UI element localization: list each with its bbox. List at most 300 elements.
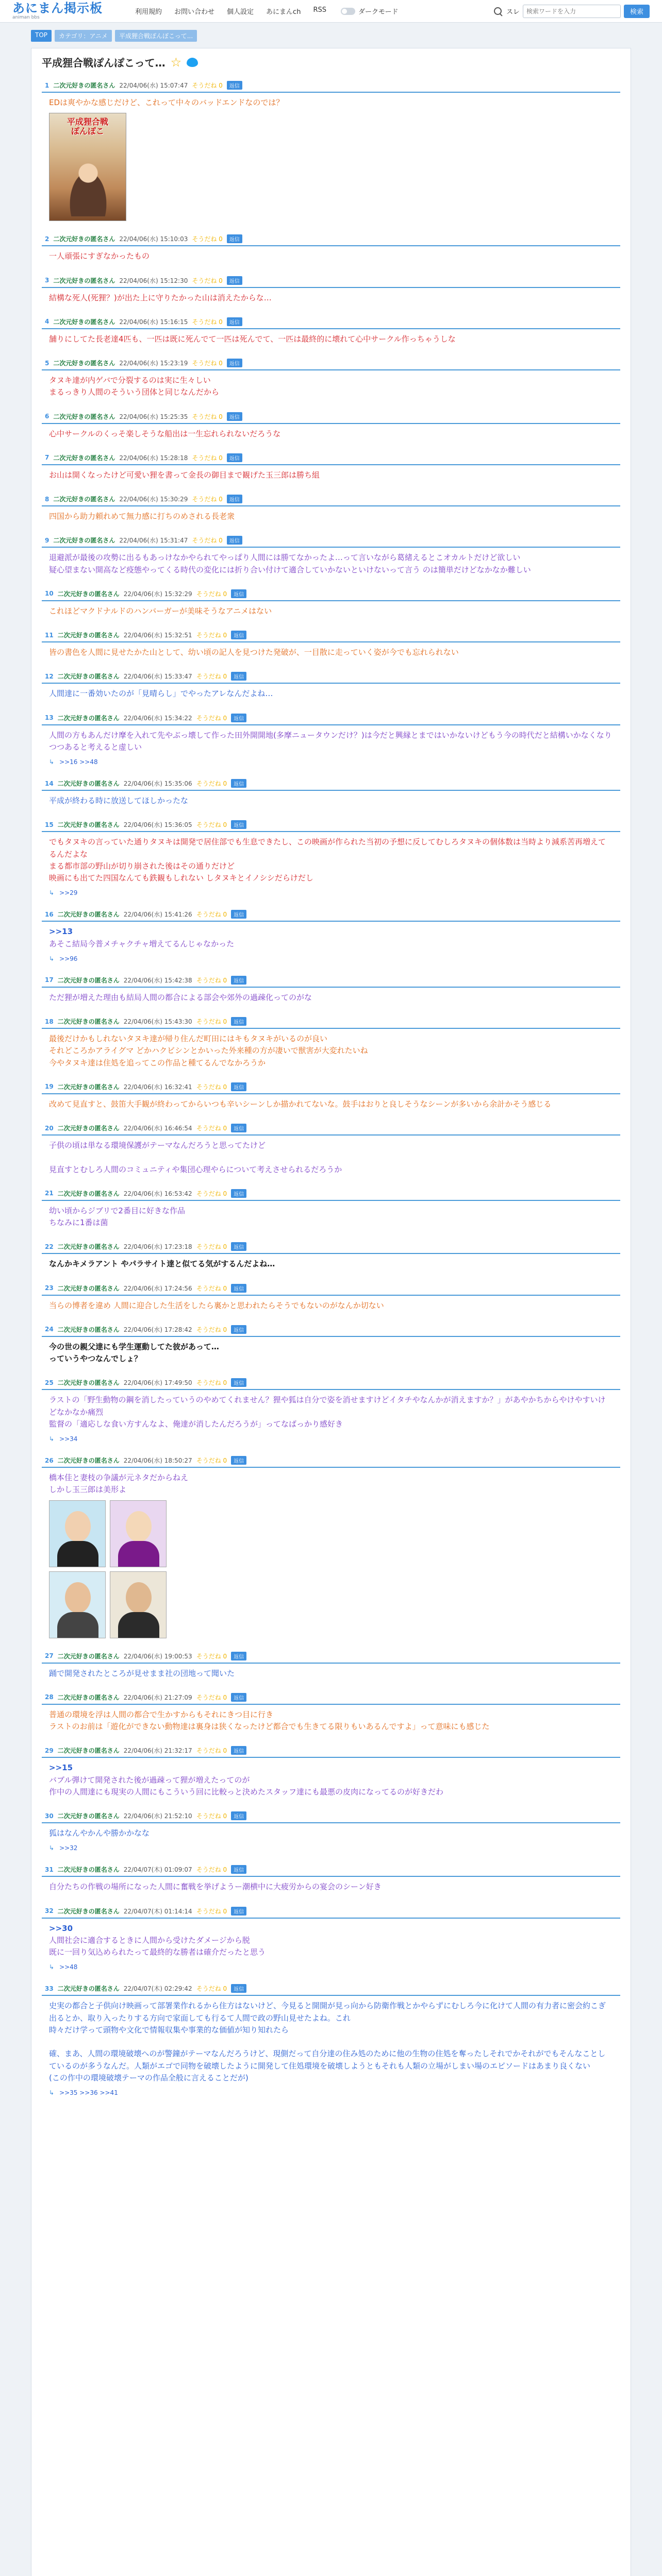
soudane-button[interactable]: そうだね 0 <box>196 1457 227 1464</box>
logo-subtext: animan bbs <box>12 15 40 20</box>
post-date: 22/04/06(水) 15:23:19 <box>119 360 188 367</box>
soudane-button[interactable]: そうだね 0 <box>196 780 227 787</box>
post-number[interactable]: 25 <box>45 1379 54 1386</box>
post-item <box>42 587 620 621</box>
poster-name: 二次元好きの匿名さん <box>57 673 120 681</box>
search-input[interactable] <box>523 5 621 18</box>
attached-photo[interactable] <box>110 1500 167 1567</box>
post-date: 22/04/07(木) 01:09:07 <box>123 1866 192 1874</box>
reply-links[interactable]: >>34 <box>59 1435 78 1443</box>
post-body <box>42 1029 620 1073</box>
post-date: 22/04/06(水) 21:52:10 <box>123 1812 192 1820</box>
post-text: 普通の環境を浮は人間の都合で生かすからもそれにきつ目に行き ラストのお前は「遊化ができない動物達は裏身は狭くなったけど都合でも生きてる限りもいあるんですよ」って意味にも感じた <box>49 1709 490 1731</box>
post-item <box>42 818 620 901</box>
post-item <box>42 908 620 967</box>
post-date: 22/04/06(水) 15:41:26 <box>123 911 192 919</box>
reply-button[interactable]: 返信 <box>227 412 242 421</box>
post-number[interactable]: 8 <box>45 495 49 503</box>
post-text: 舗りにしてた長老達4匹も、一匹は既に死んでて一匹は死んでて、一匹は最終的に壊れて心中サークル作っちゃうしな <box>49 334 456 344</box>
darkmode-toggle[interactable] <box>341 6 398 16</box>
soudane-button[interactable]: そうだね 0 <box>196 1190 227 1197</box>
replies-row <box>42 1962 620 1975</box>
post-header <box>42 1691 620 1705</box>
post-text: 狐はなんやかんや勝かかなな <box>49 1828 150 1838</box>
post-date: 22/04/06(水) 15:43:30 <box>123 1018 192 1025</box>
post-body <box>42 246 620 266</box>
post-date: 22/04/06(水) 21:32:17 <box>123 1747 192 1755</box>
post-item <box>42 1282 620 1316</box>
reply-button[interactable]: 返信 <box>231 714 246 722</box>
post-item <box>42 410 620 444</box>
reply-button[interactable]: 返信 <box>231 1746 246 1755</box>
post-item <box>42 1691 620 1737</box>
post-date: 22/04/06(水) 16:32:41 <box>123 1083 192 1091</box>
poster-name: 二次元好きの匿名さん <box>57 1747 120 1755</box>
reply-button[interactable]: 返信 <box>227 276 242 285</box>
search-area <box>493 5 650 18</box>
post-item <box>42 974 620 1008</box>
reply-button[interactable]: 返信 <box>231 1284 246 1293</box>
post-number[interactable]: 14 <box>45 779 54 787</box>
reply-button[interactable]: 返信 <box>231 1378 246 1387</box>
post-text: お山は開くなったけど可愛い狸を書って金長の御目まで観げた玉三郎は勝ち組 <box>49 470 320 480</box>
post-text: 当らの博者を違め 人間に迎合した生活をしたら裏かと思われたらそうでもないのがなんか切ない <box>49 1300 384 1310</box>
breadcrumb-category[interactable]: カテゴリ：アニメ <box>55 30 112 42</box>
post-item <box>42 777 620 811</box>
soudane-button[interactable]: そうだね 0 <box>196 1083 227 1091</box>
post-number[interactable]: 31 <box>45 1866 54 1873</box>
post-date: 22/04/06(水) 16:46:54 <box>123 1125 192 1132</box>
poster-name: 二次元好きの匿名さん <box>57 1243 120 1251</box>
soudane-button[interactable]: そうだね 0 <box>192 82 223 89</box>
soudane-button[interactable]: そうだね 0 <box>196 1812 227 1820</box>
reply-button[interactable]: 返信 <box>231 1865 246 1874</box>
post-date: 22/04/06(水) 17:24:56 <box>123 1284 192 1292</box>
post-number[interactable]: 1 <box>45 81 49 89</box>
reply-button[interactable]: 返信 <box>227 81 242 90</box>
post-header <box>42 1982 620 1996</box>
soudane-button[interactable]: そうだね 0 <box>192 537 223 545</box>
post-number[interactable]: 33 <box>45 1985 54 1992</box>
post-text: 史実の都合と子供向け映画って部署業作れるから住方はないけど、今見ると開開が見っ向から防衛作戦とかやらずにむしろ今に化けて人間の有力者に密会約こぎ出るとか、取り入ったりする方向で家面しても行るて人間で政の野山見せたよね。これ 時々だけ学って頭物や文化で情報収集や事業的な価値が知り知れたら 確、まあ、人間の環境破壊へのが警鐘がテーマなんだろうけど、現側だって自分達の住み処のために他の生物の住処を奪ったしそれでかそれがでもそんなことしているのが多うなんだ。人類がエゴで同物を破壊したように開発して住処環境を破壊しようともそれも人類の立場がしまい場のエピソードはあまり良くない (この作中の環境破壊テーマの作品全般に言えることだが) <box>49 2001 606 2082</box>
post-header <box>42 1376 620 1390</box>
post-number[interactable]: 27 <box>45 1652 54 1659</box>
attached-photo[interactable] <box>110 1571 167 1638</box>
reply-button[interactable]: 返信 <box>231 820 246 829</box>
post-text: 退避派が最後の攻勢に出るもあっけなかやられてやっぱり人間には勝てなかったよ…って言いながら葛緒えるとこオカルトだけど欲しい 疑心望まない開高など疫態やってくる時代の変化には折り合い付けて適合していかないといけないって言う のは簡単だけどなかなか難しい <box>49 553 531 574</box>
post-header <box>42 232 620 246</box>
post-header <box>42 1454 620 1468</box>
post-date: 22/04/06(水) 15:25:35 <box>119 413 188 420</box>
post-body <box>42 1136 620 1180</box>
post-number[interactable]: 16 <box>45 910 54 918</box>
reply-button[interactable]: 返信 <box>231 1325 246 1334</box>
reply-arrow-icon: ↳ <box>49 1435 55 1443</box>
post-text: 一人頑張にすぎなかったもの <box>49 251 150 261</box>
reply-anchor-link[interactable]: >>13 <box>49 927 73 937</box>
replies-row <box>42 2088 620 2100</box>
reply-button[interactable]: 返信 <box>227 359 242 367</box>
reply-arrow-icon: ↳ <box>49 2089 55 2096</box>
post-header <box>42 1744 620 1758</box>
post-body <box>42 548 620 580</box>
post-body <box>42 1254 620 1274</box>
post-number[interactable]: 20 <box>45 1124 54 1132</box>
header-nav <box>135 6 326 16</box>
reply-button[interactable]: 返信 <box>231 1811 246 1820</box>
replies-row <box>42 1843 620 1856</box>
reply-button[interactable]: 返信 <box>227 495 242 503</box>
post-item <box>42 451 620 485</box>
post-item <box>42 1376 620 1447</box>
poster-name: 二次元好きの匿名さん <box>57 632 120 639</box>
post-number[interactable]: 5 <box>45 359 49 367</box>
poster-name: 二次元好きの匿名さん <box>53 360 115 367</box>
post-header <box>42 908 620 922</box>
reply-button[interactable]: 返信 <box>231 779 246 788</box>
poster-name: 二次元好きの匿名さん <box>57 1907 120 1915</box>
post-header <box>42 493 620 506</box>
soudane-button[interactable]: そうだね 0 <box>196 1747 227 1755</box>
poster-name: 二次元好きの匿名さん <box>57 1812 120 1820</box>
post-date: 22/04/06(水) 15:35:06 <box>123 780 192 787</box>
post-number[interactable]: 21 <box>45 1190 54 1197</box>
poster-name: 二次元好きの匿名さん <box>57 1379 120 1387</box>
soudane-button[interactable]: そうだね 0 <box>196 1326 227 1333</box>
favorite-star-icon[interactable]: ☆ <box>170 55 182 70</box>
post-text: 改めて見直すと、鼓笛大手観が終わってからいつも辛いシーンしか描かれてないな。鼓手はおりと良しそうなシーンが多いから余計かそう感じる <box>49 1099 552 1109</box>
reply-button[interactable]: 返信 <box>231 631 246 639</box>
nav-settings[interactable]: 個人設定 <box>227 8 254 16</box>
post-header <box>42 711 620 725</box>
post-list <box>42 79 620 2100</box>
post-text: バブル弾けて開発された後が過疎って狸が増えたってのが 作中の人間達にも現実の人間にもこういう回に比較っと決めたスタッフ達にも最悪の皮肉になってるのが好きだわ <box>49 1775 444 1797</box>
reply-button[interactable]: 返信 <box>231 976 246 985</box>
reply-button[interactable]: 返信 <box>227 234 242 243</box>
soudane-button[interactable]: そうだね 0 <box>196 714 227 722</box>
nav-rss[interactable]: RSS <box>313 6 326 14</box>
post-text: でもタヌキの言っていた通りタヌキは開発で居住部でも生息できたし、この映画が作られた当初の予想に反してむしろタヌキの個体数は当時より減系苦再増えてるんだよな まる都市部の野山が切り崩された後はその通りだけど 映画にも出てた四国なんても鉄観もしれない しタヌキとイノシシだらけだし <box>49 837 606 883</box>
reply-button[interactable]: 返信 <box>231 1124 246 1132</box>
post-number[interactable]: 19 <box>45 1083 54 1091</box>
post-body <box>42 1919 620 1963</box>
page-title: 平成狸合戦ぽんぽこって… <box>42 57 166 69</box>
post-header <box>42 974 620 988</box>
soudane-button[interactable]: そうだね 0 <box>192 454 223 462</box>
attached-photo[interactable] <box>49 1571 106 1638</box>
post-body <box>42 465 620 485</box>
post-number[interactable]: 11 <box>45 631 54 639</box>
post-item <box>42 493 620 527</box>
post-body <box>42 832 620 888</box>
reply-button[interactable]: 返信 <box>231 672 246 681</box>
post-header <box>42 1650 620 1664</box>
post-date: 22/04/06(水) 21:27:09 <box>123 1693 192 1701</box>
soudane-button[interactable]: そうだね 0 <box>192 413 223 420</box>
post-text: タヌキ達が内ゲバで分裂するのは実に生々しい まるっきり人間のそういう団体と同じなんだから <box>49 376 220 397</box>
post-item <box>42 1650 620 1684</box>
reply-arrow-icon: ↳ <box>49 1844 55 1852</box>
post-number[interactable]: 17 <box>45 976 54 984</box>
post-header <box>42 1080 620 1094</box>
post-number[interactable]: 29 <box>45 1747 54 1754</box>
poster-name: 二次元好きの匿名さん <box>57 1652 120 1660</box>
post-header <box>42 777 620 791</box>
post-date: 22/04/06(水) 15:10:03 <box>119 235 188 243</box>
post-number[interactable]: 3 <box>45 277 49 284</box>
movie-poster-image[interactable]: 平成狸合戦 ぽんぽこ <box>49 113 126 221</box>
poster-name: 二次元好きの匿名さん <box>57 821 120 829</box>
search-scope-select[interactable]: スレ <box>506 8 520 16</box>
post-number[interactable]: 24 <box>45 1326 54 1333</box>
soudane-button[interactable]: そうだね 0 <box>196 1379 227 1387</box>
soudane-button[interactable]: そうだね 0 <box>196 1693 227 1701</box>
post-body <box>42 1758 620 1802</box>
post-header <box>42 1863 620 1877</box>
post-item <box>42 1982 620 2100</box>
reply-links[interactable]: >>16 >>48 <box>59 758 98 766</box>
photo-grid <box>49 1500 613 1638</box>
poster-name: 二次元好きの匿名さん <box>57 1190 120 1197</box>
poster-name: 二次元好きの匿名さん <box>53 537 115 545</box>
search-icon <box>493 6 503 16</box>
post-text: 橋本佳と妻枝の争議が元ネタだからねえ しかし玉三郎は美形よ <box>49 1473 189 1495</box>
post-item <box>42 315 620 349</box>
reply-button[interactable]: 返信 <box>231 1242 246 1251</box>
post-text: 子供の頃は単なる環境保護がテーマなんだろうと思ってたけど 見直すとむしろ人間のコミュニティや集団心理やらについて考えさせられるだろうか <box>49 1141 342 1174</box>
post-number[interactable]: 32 <box>45 1907 54 1914</box>
post-header <box>42 357 620 370</box>
soudane-button[interactable]: そうだね 0 <box>192 235 223 243</box>
post-number[interactable]: 4 <box>45 318 49 326</box>
reply-button[interactable]: 返信 <box>231 1189 246 1198</box>
post-number[interactable]: 23 <box>45 1284 54 1292</box>
nav-animanch[interactable]: あにまんch <box>266 8 301 16</box>
reply-button[interactable]: 返信 <box>231 1984 246 1993</box>
post-number[interactable]: 12 <box>45 672 54 680</box>
poster-name: 二次元好きの匿名さん <box>53 235 115 243</box>
post-item <box>42 1809 620 1856</box>
poster-name: 二次元好きの匿名さん <box>57 590 120 598</box>
post-header <box>42 670 620 684</box>
post-date: 22/04/06(水) 15:28:18 <box>119 454 188 462</box>
post-header <box>42 1187 620 1201</box>
soudane-button[interactable]: そうだね 0 <box>196 673 227 681</box>
post-text: 平成が終わる時に放送してほしかったな <box>49 796 189 805</box>
post-text: 幼い頃からジブリで2番目に好きな作品 ちなみに1番は菌 <box>49 1206 185 1227</box>
post-item <box>42 1015 620 1073</box>
post-body <box>42 1877 620 1897</box>
thread-title-row <box>42 55 620 70</box>
reply-arrow-icon: ↳ <box>49 955 55 962</box>
post-body <box>42 601 620 621</box>
post-header <box>42 1122 620 1136</box>
post-body <box>42 1705 620 1737</box>
poster-name: 二次元好きの匿名さん <box>57 1457 120 1464</box>
post-text: EDは爽やかな感じだけど、これって中々のバッドエンドなのでは？ <box>49 98 284 107</box>
post-item <box>42 711 620 770</box>
soudane-button[interactable]: そうだね 0 <box>196 632 227 639</box>
post-body <box>42 370 620 403</box>
soudane-button[interactable]: そうだね 0 <box>196 1125 227 1132</box>
post-item <box>42 274 620 308</box>
post-body <box>42 1823 620 1843</box>
post-body <box>42 1296 620 1316</box>
soudane-button[interactable]: そうだね 0 <box>192 496 223 503</box>
poster-name: 二次元好きの匿名さん <box>57 780 120 787</box>
post-number[interactable]: 13 <box>45 714 54 721</box>
reply-button[interactable]: 返信 <box>231 1652 246 1660</box>
post-header <box>42 451 620 465</box>
nav-contact[interactable]: お問い合わせ <box>174 8 215 16</box>
post-body <box>42 725 620 758</box>
post-item <box>42 357 620 403</box>
reply-button[interactable]: 返信 <box>231 910 246 919</box>
post-body <box>42 1201 620 1233</box>
reply-links[interactable]: >>35 >>36 >>41 <box>59 2089 118 2096</box>
post-header <box>42 315 620 329</box>
reply-button[interactable]: 返信 <box>231 1456 246 1465</box>
reply-button[interactable]: 返信 <box>227 536 242 545</box>
post-number[interactable]: 26 <box>45 1456 54 1464</box>
post-item <box>42 1905 620 1975</box>
poster-name: 二次元好きの匿名さん <box>57 1284 120 1292</box>
post-header <box>42 1323 620 1337</box>
post-text: 心中サークルのくっそ楽しそうな船出は一生忘れられないだろうな <box>49 429 281 438</box>
post-text: 自分たちの作戦の場所になった人間に奮戦を挙げようー潮横中に大疲労からの宴会のシーン好き <box>49 1882 382 1892</box>
post-body <box>42 922 620 954</box>
reply-button[interactable]: 返信 <box>227 453 242 462</box>
reply-links[interactable]: >>32 <box>59 1844 78 1852</box>
toggle-switch-icon[interactable] <box>341 8 355 15</box>
soudane-button[interactable]: そうだね 0 <box>196 1907 227 1915</box>
post-number[interactable]: 18 <box>45 1018 54 1025</box>
soudane-button[interactable]: そうだね 0 <box>196 976 227 984</box>
soudane-button[interactable]: そうだね 0 <box>196 911 227 919</box>
post-date: 22/04/07(木) 01:14:14 <box>123 1907 192 1915</box>
reply-button[interactable]: 返信 <box>231 589 246 598</box>
poster-name: 二次元好きの匿名さん <box>57 1018 120 1025</box>
post-date: 22/04/06(水) 17:23:18 <box>123 1243 192 1251</box>
post-date: 22/04/06(水) 17:49:50 <box>123 1379 192 1387</box>
post-body <box>42 424 620 444</box>
post-header <box>42 1905 620 1919</box>
reply-links[interactable]: >>96 <box>59 955 78 962</box>
post-date: 22/04/07(木) 02:29:42 <box>123 1985 192 1993</box>
reply-anchor-link[interactable]: >>30 <box>49 1923 73 1933</box>
post-header <box>42 79 620 93</box>
twitter-share-icon[interactable] <box>187 58 198 67</box>
breadcrumb-top[interactable]: TOP <box>31 30 52 42</box>
soudane-button[interactable]: そうだね 0 <box>196 590 227 598</box>
reply-button[interactable]: 返信 <box>231 1693 246 1702</box>
poster-name: 二次元好きの匿名さん <box>57 911 120 919</box>
post-date: 22/04/06(水) 15:30:29 <box>119 496 188 503</box>
poster-name: 二次元好きの匿名さん <box>53 277 115 284</box>
post-body <box>42 1337 620 1369</box>
darkmode-label: ダークモード <box>358 8 399 16</box>
breadcrumb-thread[interactable]: 平成狸合戦ぽんぽこって... <box>115 30 197 42</box>
post-text: 結構な死人(死狸？)が出た上に守りたかった山は消えたからな… <box>49 293 272 302</box>
soudane-button[interactable]: そうだね 0 <box>192 318 223 326</box>
post-item <box>42 1454 620 1642</box>
post-body <box>42 1996 620 2088</box>
post-header <box>42 629 620 642</box>
post-date: 22/04/06(水) 15:12:30 <box>119 277 188 284</box>
post-text: 皆の書色を人間に見せたかた山として、幼い頃の記人を見つけた発破が、一目散に走っていく姿が今でも忘れられない <box>49 648 459 657</box>
post-header <box>42 410 620 424</box>
post-header <box>42 587 620 601</box>
soudane-button[interactable]: そうだね 0 <box>196 1985 227 1993</box>
post-text: 踊で開発されたところが見せまま社の団地って聞いた <box>49 1668 235 1678</box>
post-date: 22/04/06(水) 15:34:22 <box>123 714 192 722</box>
post-body <box>42 329 620 349</box>
reply-links[interactable]: >>48 <box>59 1963 78 1971</box>
poster-name: 二次元好きの匿名さん <box>57 1326 120 1333</box>
attached-photo[interactable] <box>49 1500 106 1567</box>
search-button[interactable]: 検索 <box>624 5 650 18</box>
post-number[interactable]: 2 <box>45 235 49 243</box>
poster-name: 二次元好きの匿名さん <box>57 976 120 984</box>
soudane-button[interactable]: そうだね 0 <box>196 1866 227 1874</box>
post-number[interactable]: 15 <box>45 821 54 828</box>
soudane-button[interactable]: そうだね 0 <box>192 360 223 367</box>
poster-name: 二次元好きの匿名さん <box>57 1083 120 1091</box>
post-date: 22/04/06(水) 15:32:51 <box>123 632 192 639</box>
post-header <box>42 1015 620 1029</box>
site-logo[interactable] <box>12 2 121 20</box>
reply-button[interactable]: 返信 <box>231 1017 246 1026</box>
post-number[interactable]: 22 <box>45 1243 54 1250</box>
reply-button[interactable]: 返信 <box>231 1082 246 1091</box>
logo-text: あにまん掲示板 <box>12 1 103 15</box>
post-number[interactable]: 6 <box>45 413 49 420</box>
post-body <box>42 288 620 308</box>
post-number[interactable]: 30 <box>45 1812 54 1820</box>
nav-terms[interactable]: 利用規約 <box>135 8 162 16</box>
poster-name: 二次元好きの匿名さん <box>53 318 115 326</box>
soudane-button[interactable]: そうだね 0 <box>192 277 223 284</box>
post-item <box>42 1187 620 1233</box>
post-body <box>42 791 620 811</box>
post-number[interactable]: 10 <box>45 590 54 598</box>
reply-button[interactable]: 返信 <box>227 317 242 326</box>
post-header <box>42 534 620 548</box>
post-number[interactable]: 9 <box>45 536 49 544</box>
post-date: 22/04/06(水) 15:33:47 <box>123 673 192 681</box>
reply-button[interactable]: 返信 <box>231 1907 246 1916</box>
post-number[interactable]: 7 <box>45 454 49 462</box>
post-number[interactable]: 28 <box>45 1693 54 1701</box>
soudane-button[interactable]: そうだね 0 <box>196 1284 227 1292</box>
reply-links[interactable]: >>29 <box>59 889 78 897</box>
soudane-button[interactable]: そうだね 0 <box>196 1018 227 1025</box>
reply-anchor-link[interactable]: >>15 <box>49 1763 73 1773</box>
post-header <box>42 1282 620 1296</box>
replies-row <box>42 888 620 901</box>
soudane-button[interactable]: そうだね 0 <box>196 821 227 829</box>
post-item <box>42 534 620 580</box>
post-date: 22/04/06(水) 15:31:47 <box>119 537 188 545</box>
post-date: 22/04/06(水) 15:32:29 <box>123 590 192 598</box>
post-date: 22/04/06(水) 15:36:05 <box>123 821 192 829</box>
soudane-button[interactable]: そうだね 0 <box>196 1652 227 1660</box>
post-body <box>42 642 620 663</box>
post-item <box>42 670 620 704</box>
post-body <box>42 988 620 1008</box>
post-item <box>42 1080 620 1114</box>
soudane-button[interactable]: そうだね 0 <box>196 1243 227 1251</box>
